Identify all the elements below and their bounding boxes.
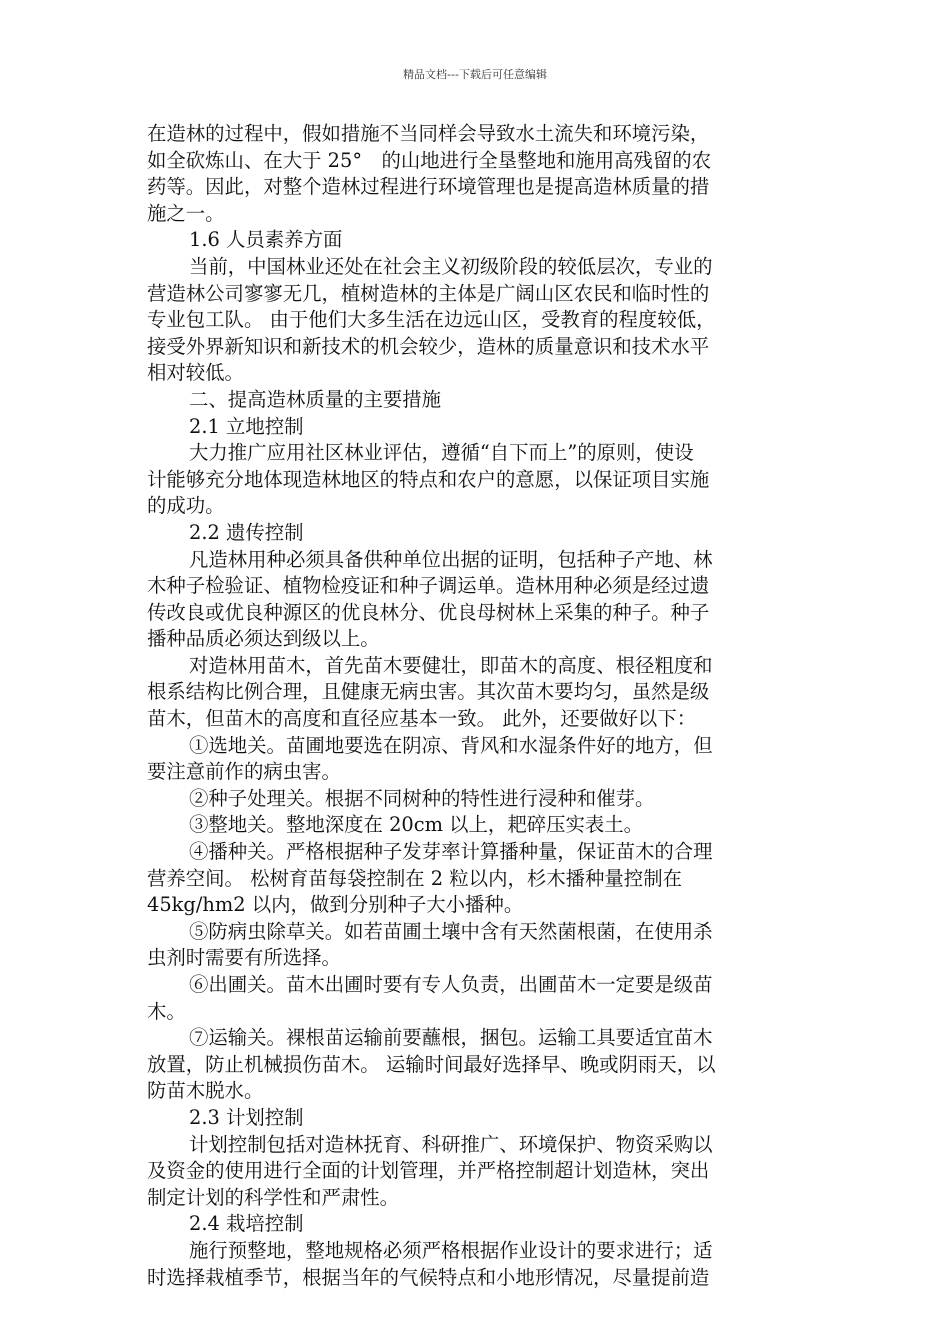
- text-line: 2.3 计划控制: [189, 1105, 304, 1129]
- text-line: 营养空间。 松树育苗每袋控制在 2 粒以内，杉木播种量控制在: [147, 866, 682, 890]
- text-line: 二、提高造林质量的主要措施: [189, 387, 442, 411]
- text-line: 相对较低。: [147, 361, 244, 385]
- text-line: ⑥出圃关。苗木出圃时要有专人负责，出圃苗木一定要是级苗: [189, 973, 713, 996]
- text-line: 木。: [147, 999, 186, 1023]
- text-line: 接受外界新知识和新技术的机会较少，造林的质量意识和技术水平: [147, 334, 710, 358]
- text-line: 2.2 遗传控制: [189, 520, 304, 544]
- text-line: ②种子处理关。根据不同树种的特性进行浸种和催芽。: [189, 786, 655, 810]
- text-line: 在造林的过程中，假如措施不当同样会导致水土流失和环境污染，: [147, 122, 710, 145]
- text-line: 时选择栽植季节，根据当年的气候特点和小地形情况，尽量提前造: [147, 1265, 710, 1289]
- text-line: 专业包工队。 由于他们大多生活在边远山区，受教育的程度较低，: [147, 308, 716, 332]
- text-line: 计能够充分地体现造林地区的特点和农户的意愿，以保证项目实施: [147, 467, 710, 491]
- text-line: 当前，中国林业还处在社会主义初级阶段的较低层次，专业的: [189, 254, 713, 278]
- text-line: 施行预整地，整地规格必须严格根据作业设计的要求进行；适: [189, 1238, 713, 1262]
- text-line: ④播种关。严格根据种子发芽率计算播种量，保证苗木的合理: [189, 840, 713, 864]
- page-header: 精品文档---下载后可任意编辑: [403, 68, 547, 81]
- text-line: ⑤防病虫除草关。如若苗圃土壤中含有天然菌根菌，在使用杀: [189, 919, 713, 943]
- document-body: [147, 121, 807, 1291]
- text-line: 木种子检验证、植物检疫证和种子调运单。造林用种必须是经过遗: [147, 574, 710, 598]
- text-line: 1.6 人员素养方面: [189, 228, 343, 252]
- text-line: 根系结构比例合理，且健康无病虫害。其次苗木要均匀，虽然是级: [147, 680, 710, 704]
- text-line: 营造林公司寥寥无几，植树造林的主体是广阔山区农民和临时性的: [147, 281, 710, 305]
- text-line: 计划控制包括对造林抚育、科研推广、环境保护、物资采购以: [189, 1132, 713, 1156]
- text-line: 防苗木脱水。: [147, 1079, 264, 1103]
- text-line: 的成功。: [147, 494, 225, 518]
- text-line: 制定计划的科学性和严肃性。: [147, 1185, 400, 1209]
- text-line: 如全砍炼山、在大于 25° 的山地进行全垦整地和施用高残留的农: [147, 148, 712, 172]
- text-line: ③整地关。整地深度在 20cm 以上，耙碎压实表土。: [189, 813, 644, 837]
- text-line: 大力推广应用社区林业评估，遵循“自下而上”的原则，使设: [189, 441, 694, 465]
- text-line: ①选地关。苗圃地要选在阴凉、背风和水湿条件好的地方，但: [189, 733, 713, 757]
- text-line: ⑦运输关。裸根苗运输前要蘸根，捆包。运输工具要适宜苗木: [189, 1026, 713, 1050]
- text-line: 传改良或优良种源区的优良林分、优良母树林上采集的种子。种子: [147, 600, 710, 624]
- text-line: 45kg/hm2 以内，做到分别种子大小播种。: [147, 893, 524, 917]
- text-line: 2.1 立地控制: [189, 414, 304, 438]
- text-line: 要注意前作的病虫害。: [147, 760, 341, 784]
- text-line: 放置，防止机械损伤苗木。 运输时间最好选择早、晚或阴雨天，以: [147, 1052, 716, 1076]
- text-line: 凡造林用种必须具备供种单位出据的证明，包括种子产地、林: [189, 547, 713, 571]
- text-line: 虫剂时需要有所选择。: [147, 946, 341, 970]
- text-line: 2.4 栽培控制: [189, 1212, 304, 1236]
- text-line: 药等。因此，对整个造林过程进行环境管理也是提高造林质量的措: [147, 175, 710, 199]
- text-line: 苗木，但苗木的高度和直径应基本一致。 此外，还要做好以下：: [147, 707, 697, 731]
- text-line: 播种品质必须达到级以上。: [147, 627, 380, 651]
- text-line: 对造林用苗木，首先苗木要健壮，即苗木的高度、根径粗度和: [189, 653, 713, 677]
- text-line: 及资金的使用进行全面的计划管理，并严格控制超计划造林，突出: [147, 1159, 710, 1183]
- text-line: 施之一。: [147, 201, 225, 225]
